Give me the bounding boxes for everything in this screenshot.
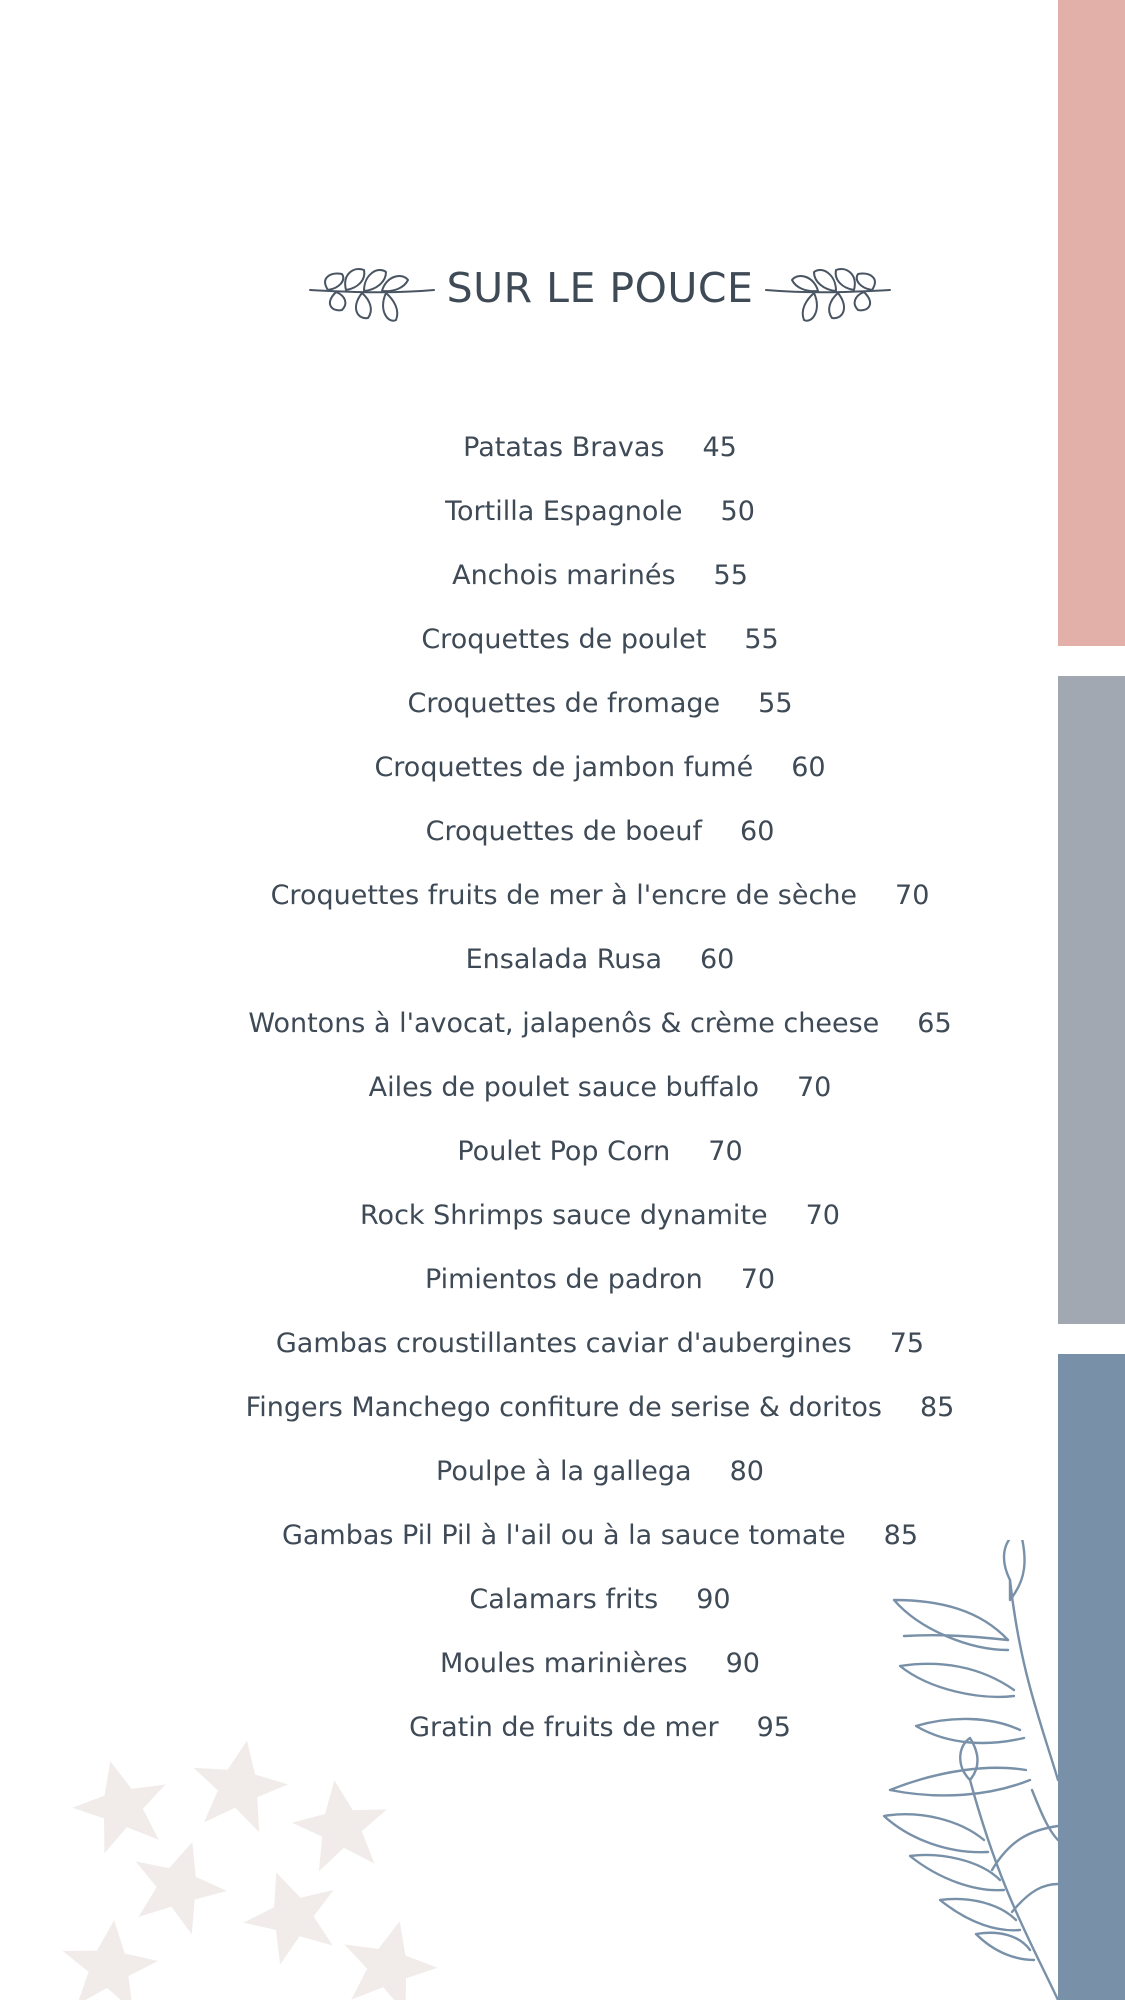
menu-item-name: Croquettes de jambon fumé — [374, 752, 754, 783]
menu-item-price: 60 — [740, 816, 775, 847]
stripe-top — [1058, 0, 1125, 646]
menu-item — [200, 744, 1000, 808]
menu-item — [200, 1320, 1000, 1384]
leafy-branch-decoration — [880, 1540, 1060, 2000]
menu-item — [200, 424, 1000, 488]
stripe-middle — [1058, 676, 1125, 1324]
menu-item-name: Ensalada Rusa — [465, 944, 662, 975]
menu-item-price: 55 — [744, 624, 779, 655]
menu-item-name: Patatas Bravas — [463, 432, 665, 463]
menu-item-price: 70 — [895, 880, 930, 911]
title-row — [300, 250, 900, 340]
laurel-branch-icon — [764, 250, 894, 340]
menu-item-price: 70 — [708, 1136, 743, 1167]
menu-item — [200, 936, 1000, 1000]
menu-item-name: Wontons à l'avocat, jalapenôs & crème cheese — [248, 1008, 880, 1039]
menu-item-name: Gambas Pil Pil à l'ail ou à la sauce tomate — [281, 1520, 846, 1551]
menu-item-name: Poulpe à la gallega — [436, 1456, 692, 1487]
menu-item — [200, 1256, 1000, 1320]
menu-item-price: 85 — [919, 1392, 955, 1423]
menu-item-price: 70 — [805, 1200, 840, 1231]
menu-item-price: 75 — [889, 1328, 925, 1359]
menu-item — [200, 1448, 1000, 1512]
menu-item-price: 55 — [713, 560, 748, 591]
menu-item-name: Gambas croustillantes caviar d'aubergines — [275, 1328, 852, 1359]
menu-item-price: 60 — [791, 752, 826, 783]
menu-item-name: Croquettes de boeuf — [425, 816, 703, 847]
menu-item — [200, 1000, 1000, 1064]
menu-item-name: Moules marinières — [440, 1648, 688, 1679]
menu-item-name: Tortilla Espagnole — [445, 496, 683, 527]
menu-item-price: 95 — [756, 1712, 791, 1743]
menu-item-name: Fingers Manchego confiture de serise & doritos — [245, 1392, 882, 1423]
menu-item-name: Ailes de poulet sauce buffalo — [368, 1072, 759, 1103]
menu-item — [200, 1192, 1000, 1256]
menu-item-name: Gratin de fruits de mer — [409, 1712, 719, 1743]
menu-item-price: 70 — [740, 1264, 776, 1295]
menu-item-price: 65 — [917, 1008, 952, 1039]
menu-item-price: 60 — [700, 944, 735, 975]
menu-item — [200, 808, 1000, 872]
menu-item-price: 90 — [725, 1648, 760, 1679]
menu-item-price: 80 — [729, 1456, 764, 1487]
stripe-bottom — [1058, 1354, 1125, 2000]
star-pattern-decoration — [60, 1730, 480, 2000]
menu-item — [200, 872, 1000, 936]
page-title: SUR LE POUCE — [446, 264, 754, 312]
menu-item-price: 45 — [702, 432, 737, 463]
menu-item-price: 85 — [883, 1520, 919, 1551]
menu-item-name: Croquettes fruits de mer à l'encre de sèche — [270, 880, 858, 911]
menu-item — [200, 488, 1000, 552]
menu-item-name: Rock Shrimps sauce dynamite — [360, 1200, 768, 1231]
menu-item — [200, 680, 1000, 744]
menu-item-name: Anchois marinés — [452, 560, 676, 591]
menu-item-name: Calamars frits — [469, 1584, 659, 1615]
menu-item-price: 50 — [720, 496, 755, 527]
menu-item-name: Poulet Pop Corn — [457, 1136, 671, 1167]
menu-item-price: 55 — [758, 688, 793, 719]
menu-item — [200, 552, 1000, 616]
menu-item-price: 70 — [796, 1072, 832, 1103]
menu-item — [200, 1064, 1000, 1128]
menu-item-name: Croquettes de poulet — [421, 624, 707, 655]
menu-item — [200, 616, 1000, 680]
menu-item — [200, 1384, 1000, 1448]
menu-item-name: Croquettes de fromage — [407, 688, 721, 719]
menu-item-name: Pimientos de padron — [424, 1264, 703, 1295]
menu-item-price: 90 — [696, 1584, 731, 1615]
menu-item — [200, 1128, 1000, 1192]
